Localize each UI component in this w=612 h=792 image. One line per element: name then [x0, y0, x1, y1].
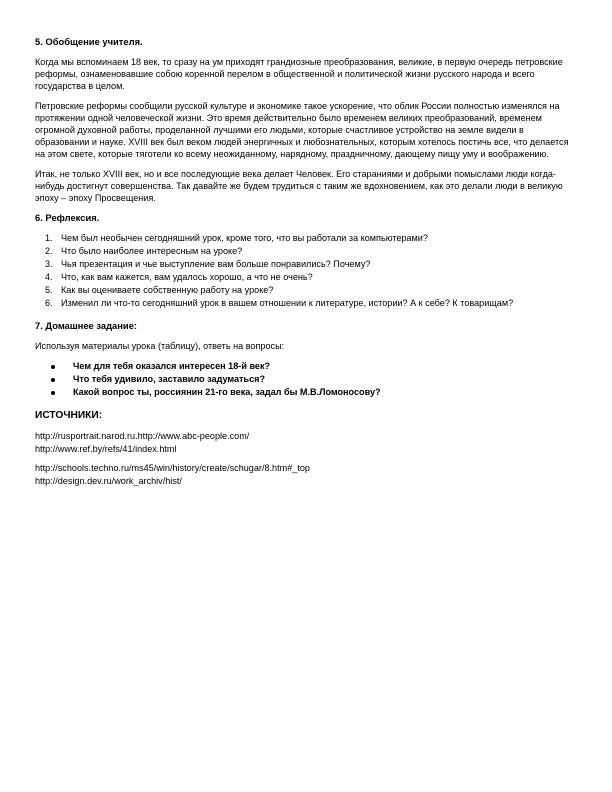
list-item-number: 4.: [45, 272, 53, 282]
source-link[interactable]: http://design.dev.ru/work_archiv/hist/: [35, 476, 182, 486]
list-item: [35, 386, 580, 399]
list-item-number: 3.: [45, 259, 53, 269]
sources-heading: ИСТОЧНИКИ:: [35, 410, 103, 421]
list-item-text: Изменил ли что-то сегодняшний урок в вашем отношении к литературе, истории? А к себе? К товарищам?: [61, 298, 514, 308]
list-item: [35, 297, 580, 310]
list-item-text: Что, как вам кажется, вам удалось хорошо, а что не очень?: [61, 272, 313, 282]
list-item-text: Чья презентация и чье выступление вам больше понравились? Почему?: [61, 259, 371, 269]
section-5-paragraph-1: Когда мы вспоминаем 18 век, то сразу на ум приходят грандиозные преобразования, великие, в первую очередь петровские реформы, ознаменовавшие собою коренной перелом в общественной и политической жизни русского народа и всего государства в целом.: [35, 57, 563, 91]
source-link[interactable]: http://www.ref.by/refs/41/index.html: [35, 444, 177, 454]
question-text: Какой вопрос ты, россиянин 21-го века, задал бы М.В.Ломоносову?: [73, 387, 381, 397]
bullet-icon: [51, 391, 55, 395]
source-link[interactable]: http://schools.techno.ru/ms45/win/history/create/schugar/8.htm#_top: [35, 463, 310, 473]
question-text: Чем для тебя оказался интересен 18-й век?: [73, 361, 271, 371]
list-item-number: 2.: [45, 246, 53, 256]
list-item: [35, 245, 580, 258]
list-item-text: Что было наиболее интересным на уроке?: [61, 246, 243, 256]
list-item: [35, 258, 580, 271]
source-link[interactable]: http://rusportrait.narod.ru.http://www.abc-people.com/: [35, 431, 250, 441]
list-item: [35, 373, 580, 386]
reflection-list: [35, 232, 580, 310]
list-item: [35, 232, 580, 245]
list-item: [35, 271, 580, 284]
list-item-number: 6.: [45, 298, 53, 308]
section-5-paragraph-2: Петровские реформы сообщили русской культуре и экономике такое ускорение, что облик России полностью изменялся на протяжении одной человеческой жизни. Это время действительно было временем великих преобразований, временем огромной духовной работы, проделанной лучшими его людьми, которые счастливое устройство на земле видели в образовании и науке. XVIII век был веком людей энергичных и любознательных, которым хотелось постичь все, что делается на этом свете, которые тяготели ко всему неожиданному, нарядному, праздничному, дающему пищу уму и воображению.: [35, 101, 569, 159]
document-content: [35, 36, 580, 488]
list-item-number: 1.: [45, 233, 53, 243]
section-5-heading: 5. Обобщение учителя.: [35, 36, 143, 47]
bullet-icon: [51, 365, 55, 369]
list-item: [35, 360, 580, 373]
list-item: [35, 284, 580, 297]
list-item-text: Чем был необычен сегодняшний урок, кроме того, что вы работали за компьютерами?: [61, 233, 428, 243]
section-6-heading: 6. Рефлексия.: [35, 212, 100, 223]
homework-intro: Используя материалы урока (таблицу), ответь на вопросы:: [35, 341, 285, 351]
list-item-number: 5.: [45, 285, 53, 295]
section-5-paragraph-3: Итак, не только XVIII век, но и все последующие века делает Человек. Его стараниями и добрыми помыслами люди когда-нибудь достигнут совершенства. Так давайте же будем трудиться с таким же вдохновением, как это делали люди в великую эпоху – эпоху Просвещения.: [35, 169, 563, 203]
list-item-text: Как вы оцениваете собственную работу на уроке?: [61, 285, 274, 295]
bullet-icon: [51, 378, 55, 382]
question-text: Что тебя удивило, заставило задуматься?: [73, 374, 266, 384]
section-7-heading: 7. Домашнее задание:: [35, 320, 138, 331]
homework-questions: [35, 360, 580, 399]
